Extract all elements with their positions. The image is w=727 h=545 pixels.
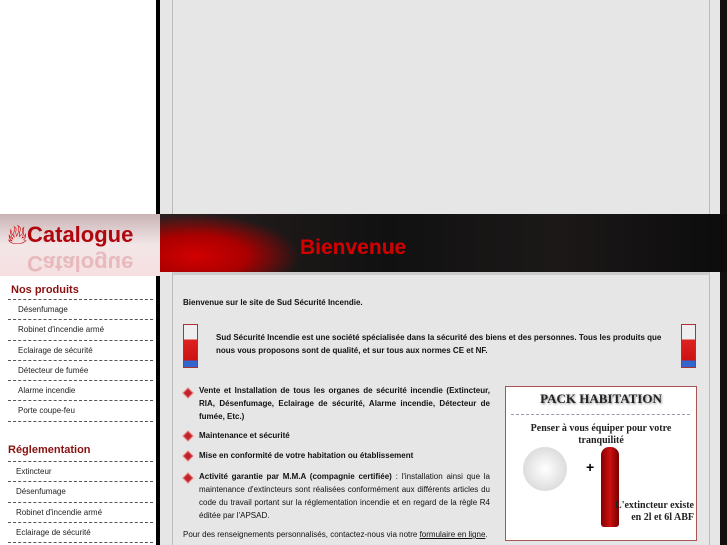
top-panel bbox=[160, 0, 720, 214]
pack-habitation-promo[interactable] bbox=[505, 386, 697, 541]
activity-bold: Activité garantie par M.M.A (compagnie certifiée) bbox=[199, 472, 392, 481]
activity-detail: : l'installation ainsi que la maintenance d'extincteurs sont réalisées conformément aux différents articles du code du travail portant sur la réglementation incendie et en regard de la règle R4 éditée par l'APSAD. bbox=[199, 472, 491, 520]
sidebar-item[interactable]: Eclairage de sécurité bbox=[8, 341, 153, 361]
reglementation-list bbox=[8, 461, 153, 543]
plus-sign: + bbox=[586, 459, 595, 475]
contact-text bbox=[183, 528, 488, 541]
extinguisher-icon bbox=[183, 324, 198, 368]
sidebar-item[interactable]: Détecteur de fumée bbox=[8, 361, 153, 381]
pack-subtitle: Penser à vous équiper pour votre tranquilité bbox=[530, 423, 672, 446]
extinguisher-icon bbox=[681, 324, 696, 368]
sidebar-item[interactable]: Robinet d'incendie armé bbox=[8, 320, 153, 340]
contact-form-link[interactable]: formulaire en ligne bbox=[419, 530, 486, 539]
sidebar-heading-reglementation: Réglementation bbox=[8, 444, 91, 456]
sidebar-item[interactable]: Robinet d'incendie armé bbox=[8, 503, 153, 523]
sidebar-heading-produits: Nos produits bbox=[11, 284, 79, 296]
sidebar-item[interactable]: Désenfumage bbox=[8, 482, 153, 502]
bullet-text: Vente et Installation de tous les organes de sécurité incendie (Extincteur, RIA, Désenfumage, Eclairage de sécurité, Alarme incendie, Détecteur de fumée, Etc.) bbox=[199, 386, 490, 421]
catalogue-header bbox=[0, 214, 160, 276]
sidebar-item[interactable]: Porte coupe-feu bbox=[8, 401, 153, 421]
welcome-text: Bienvenue sur le site de Sud Sécurité Incendie. bbox=[183, 298, 363, 307]
bullet-text: Mise en conformité de votre habitation ou établissement bbox=[199, 451, 414, 460]
smoke-detector-image bbox=[523, 447, 567, 491]
banner bbox=[160, 214, 727, 272]
red-swoosh bbox=[160, 214, 300, 272]
sidebar-item[interactable]: Extincteur bbox=[8, 462, 153, 482]
flame-icon: 🔥︎ bbox=[7, 219, 28, 250]
intro-text: Sud Sécurité Incendie est une société spécialisée dans la sécurité des biens et des personnes. Tous les produits que nous vous proposons sont de qualité, et sur tous aux normes CE et NF. bbox=[216, 333, 662, 355]
banner-title: Bienvenue bbox=[300, 236, 407, 259]
activity-text bbox=[199, 470, 490, 522]
produits-list bbox=[8, 299, 153, 422]
catalogue-title-reflection: Catalogue bbox=[27, 251, 134, 276]
catalogue-title: Catalogue bbox=[27, 222, 134, 247]
contact-label: Pour des renseignements personnalisés, contactez-nous via notre bbox=[183, 530, 420, 539]
pack-title: PACK HABITATION bbox=[540, 391, 662, 406]
sidebar-item[interactable]: Alarme incendie bbox=[8, 381, 153, 401]
pack-note: L'extincteur existe en 2l et 6l ABF bbox=[615, 500, 694, 523]
contact-end: . bbox=[485, 530, 488, 539]
sidebar-item[interactable]: Eclairage de sécurité bbox=[8, 523, 153, 543]
bullet-text: Maintenance et sécurité bbox=[199, 431, 290, 440]
divider bbox=[511, 414, 690, 415]
divider bbox=[720, 0, 727, 545]
sidebar-item[interactable]: Désenfumage bbox=[8, 300, 153, 320]
